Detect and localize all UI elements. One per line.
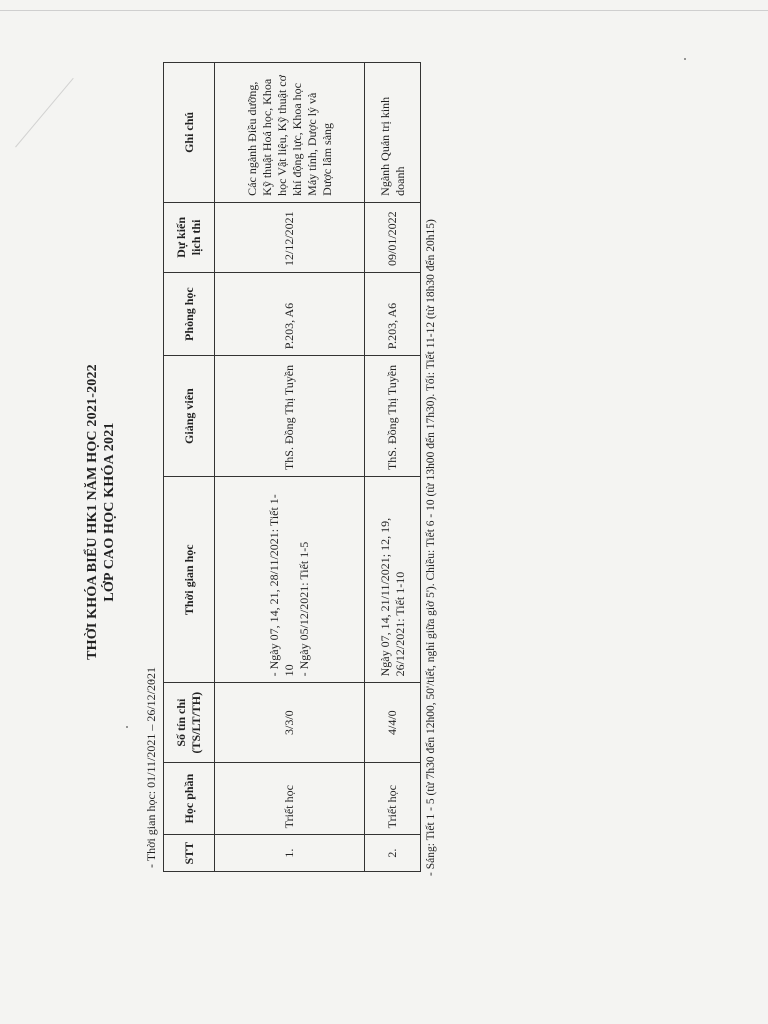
cell-lich-thi: 09/01/2022 <box>365 202 421 272</box>
cell-tin-chi: 3/3/0 <box>215 683 365 762</box>
schedule-table <box>163 62 421 872</box>
document-title: THỜI KHÓA BIỂU HK1 NĂM HỌC 2021-2022 <box>85 364 100 660</box>
header-lich-thi: Dự kiến lịch thi <box>164 202 215 272</box>
header-hoc-phan: Học phần <box>164 762 215 834</box>
header-phong: Phòng học <box>164 273 215 356</box>
scan-speck <box>684 58 686 60</box>
rotated-document <box>84 62 454 962</box>
scan-corner-mark <box>0 20 74 147</box>
cell-tin-chi: 4/4/0 <box>365 683 421 762</box>
cell-ghi-chu: Các ngành Điều dưỡng, Kỹ thuật Hoá học, Khoa học Vật liệu, Kỹ thuật cơ khí động lực, Khoa học Máy tính, Dược lý và Dược lâm sàng <box>215 63 365 203</box>
study-period: - Thời gian học: 01/11/2021 – 26/12/2021 <box>144 667 158 868</box>
header-thoi-gian: Thời gian học <box>164 477 215 683</box>
cell-giang-vien: ThS. Đồng Thị Tuyền <box>215 356 365 477</box>
header-stt: STT <box>164 835 215 872</box>
cell-ghi-chu: Ngành Quản trị kinh doanh <box>365 63 421 203</box>
cell-giang-vien: ThS. Đồng Thị Tuyền <box>365 356 421 477</box>
header-giang-vien: Giảng viên <box>164 356 215 477</box>
cell-stt: 2. <box>365 835 421 872</box>
cell-thoi-gian <box>365 477 421 683</box>
table-row <box>365 63 421 872</box>
cell-hoc-phan: Triết học <box>215 762 365 834</box>
schedule-line: - Ngày 05/12/2021: Tiết 1-5 <box>297 541 311 677</box>
cell-phong: P.203, A6 <box>215 273 365 356</box>
cell-stt: 1. <box>215 835 365 872</box>
cell-hoc-phan: Triết học <box>365 762 421 834</box>
cell-phong: P.203, A6 <box>365 273 421 356</box>
table-row <box>215 63 365 872</box>
table-header-row <box>164 63 215 872</box>
title-block <box>84 62 118 962</box>
header-ghi-chu: Ghi chú <box>164 63 215 203</box>
header-tin-chi: Số tín chỉ (TS/LT/TH) <box>164 683 215 762</box>
cell-thoi-gian <box>215 477 365 683</box>
time-slot-footnote: - Sáng: Tiết 1 - 5 (từ 7h30 đến 12h00, 50'/tiết, nghỉ giữa giờ 5'). Chiều: Tiết 6 - 10 (từ 13h00 đến 17h30). Tối: Tiết 11-12 (từ 18h30 đến 20h15) <box>425 219 437 876</box>
cell-lich-thi: 12/12/2021 <box>215 202 365 272</box>
scan-top-line <box>0 10 768 11</box>
schedule-line: - Ngày 07, 14, 21, 28/11/2021: Tiết 1-10 <box>267 494 296 677</box>
document-subtitle: LỚP CAO HỌC KHÓA 2021 <box>102 422 117 602</box>
schedule-line: Ngày 07, 14, 21/11/2021; 12, 19, 26/12/2021: Tiết 1-10 <box>377 517 407 677</box>
